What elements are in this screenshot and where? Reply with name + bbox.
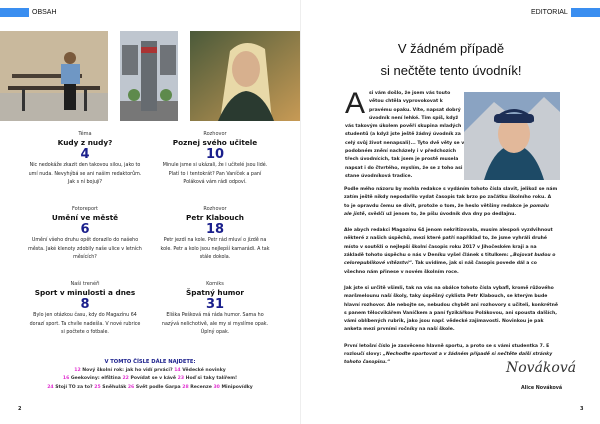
entry-title: Petr Klabouch	[186, 213, 244, 222]
author-name: Alice Nováková	[521, 386, 563, 391]
item-page: 23	[177, 376, 185, 382]
title-line: si nečtěte tento úvodník!	[380, 63, 522, 78]
page-number: 3	[580, 406, 584, 412]
entry-desc: Minule jsme si ukázali, že i učitelé jsou lidé. Platí to i tentokrát? Pan Vaníček a paní Poláková vám rádi odpoví.	[162, 163, 268, 185]
entry-desc: Nic nedokáže zkazit den takovou silou, jako to umí nuda. Nevyhýbá se ani našim redaktorům. Jak s ní bojují?	[28, 163, 142, 185]
page-header: EDITORIAL	[531, 9, 568, 16]
editorial-page	[300, 0, 600, 424]
page-number: 2	[18, 406, 22, 412]
entry-category: Naši trenéři	[70, 281, 100, 287]
section-bar	[0, 8, 29, 17]
page-header: OBSAH	[32, 9, 57, 16]
item-page: 22	[122, 376, 129, 382]
entry-desc: Bylo jen otázkou času, kdy do Magazínu 64 dorazí sport. Ta chvíle nadešla. V nové rubrice si počtete o fotbale.	[29, 313, 141, 335]
item-title[interactable]: Povídat se v kávě	[130, 376, 177, 382]
entry-desc: Petr jezdí na kole. Petr rád mluví o jízdě na kole. Petr a kolo jsou nejlepší kamarádi. A tak stále dokola.	[160, 238, 270, 260]
drop-cap: A	[345, 87, 366, 120]
more-line	[20, 375, 280, 383]
more-in-issue	[20, 357, 280, 392]
entry-category: Fotoreport	[71, 206, 99, 212]
entry-page: 4	[80, 147, 90, 162]
toc-entry[interactable]	[20, 131, 150, 188]
item-page: 14	[174, 368, 181, 373]
item-title[interactable]: Nový školní rok: jak ho vidí prváci?	[82, 368, 173, 373]
photo-bench	[0, 31, 108, 121]
entry-desc: Umění všeho druhu opět dorazilo do našeho města. Jaké klenoty zdobily naše ulice v letních měsících?	[28, 238, 142, 260]
entry-title: Kudy z nudy?	[57, 138, 113, 147]
author-photo	[464, 92, 560, 180]
item-title[interactable]: Svět podle Garpa	[135, 384, 181, 390]
entry-category: Komiks	[206, 281, 224, 287]
item-page: 16	[62, 376, 70, 382]
entry-title: Poznej svého učitele	[172, 138, 258, 147]
more-line	[20, 367, 280, 375]
entry-category: Rozhovor	[203, 131, 227, 137]
entry-category: Téma	[78, 131, 92, 137]
entry-page: 18	[205, 222, 225, 237]
entry-title: Špatný humor	[186, 288, 244, 297]
paragraph: Podle mého názoru by mohla redakce s vydáním tohoto čísla slavit, jelikož se nám zatím ještě nikdy nepodařilo vydat časopis tak brzo po začátku školního roku. A to je opravdu čemu se divit, protože o tom, že heslo většiny redakce je pomalu ale jistě, svědčí už jenom to, že píšu úvodník dva dny po dedlajnu.	[344, 187, 558, 217]
entry-page: 8	[80, 297, 90, 312]
item-page: 28	[182, 384, 189, 390]
item-title[interactable]: Hoď si taky talířem!	[185, 376, 238, 382]
item-page: 26	[127, 384, 135, 390]
item-title[interactable]: Sněhulák	[102, 384, 127, 390]
entry-page: 10	[205, 147, 225, 162]
more-line	[20, 384, 280, 392]
paragraph: Ale abych redakci Magazínu 64 jenom nekritizovala, musím alespoň vyzdvihnout některé z našich úspěchů, mezi které patří například to, že jsme vyhráli druhé místo v soutěži o nejlepší školní časopis roku 2017 v Jihočeském kraji a na základě tohoto úspěchu o nás v Deníku vyšel článek s titulkem: „Bojovat budou o celorepublikové vítězství“. Tak uvidíme, jak si náš časopis povede dál a co všechno nám přinese v novém školním roce.	[344, 228, 556, 275]
intro-text: si vám došlo, že jsem vás touto větou chtěla vyprovokovat k pravému opaku. Víte, napsat dobrý úvodník není lehké. Tím spíš, když vás takovým úkolem pověří skupina mladých studentů (a když jste ještě žádný úvodník za celý svůj život nenapsali)... Tyto dvě věty se v podobném znění nacházely i v předchozích třech úvodnících, tak jsem je prostě musela napsat i do čtvrtého, myslím, že se z toho asi stane úvodníková tradice.	[345, 91, 465, 179]
item-title[interactable]: Geekoviny: elfština	[70, 376, 121, 382]
section-bar	[571, 8, 600, 17]
entry-page: 31	[205, 297, 225, 312]
toc-entry[interactable]	[150, 206, 280, 263]
item-title[interactable]: Recenze	[190, 384, 212, 390]
item-title[interactable]: Vědecké novinky	[182, 368, 226, 373]
entry-title: Umění ve městě	[51, 213, 119, 222]
paragraph: První letošní číslo je zasvěceno hlavně sportu, a proto se s vámi studentka 7. E rozloučí slovy: „Nechoďte sportovat a v žádném případě si nečtěte další stránky tohoto časopisu.“	[344, 343, 553, 366]
item-page: 24	[47, 384, 54, 390]
photo-sculpture	[120, 31, 178, 121]
entry-title: Sport v minulosti a dnes	[34, 288, 136, 297]
title-line: V žádném případě	[397, 41, 505, 56]
item-page: 25	[94, 384, 101, 390]
toc-entry[interactable]	[150, 281, 280, 338]
photo-legolas	[190, 31, 300, 121]
intro-paragraph	[345, 87, 465, 181]
item-page: 12	[74, 368, 81, 373]
editorial-body	[344, 186, 558, 376]
item-title[interactable]: Minipovídky	[221, 384, 253, 390]
toc-entry[interactable]	[20, 281, 150, 338]
entry-desc: Eliška Pešková má ráda humor. Sama ho nazývá nelichotivě, ale my si myslíme opak. Úplný opak.	[161, 313, 269, 335]
toc-entry[interactable]	[150, 131, 280, 188]
editorial-title	[301, 38, 600, 82]
more-title: V TOMTO ČÍSLE DÁLE NAJDETE:	[104, 359, 196, 365]
item-title[interactable]: Stojí TO za to?	[55, 384, 93, 390]
entry-page: 6	[80, 222, 90, 237]
entry-category: Rozhovor	[203, 206, 227, 212]
item-page: 30	[213, 384, 220, 390]
toc-entry[interactable]	[20, 206, 150, 263]
signature: Nováková	[506, 360, 577, 376]
paragraph: Jak jste si určitě všimli, tak na vás na obálce tohoto čísla vybafl, kromě růžového maršmelounu naší školy, taky úspěšný cyklista Petr Klabouch, se kterým bude hlavní rozhovor. Ale nebojte se, nebudou chybět ani rozhovory s učiteli, konkrétně s panem tělocvikářem Vaníčkem a paní fyzikářkou Polákovou, ani spousta dalších, vámi oblíbených rubrik, jako jsou např. vědecké zajímavosti. Novinkou je pak anketa mezi prvními ročníky na naší škole.	[344, 285, 558, 333]
